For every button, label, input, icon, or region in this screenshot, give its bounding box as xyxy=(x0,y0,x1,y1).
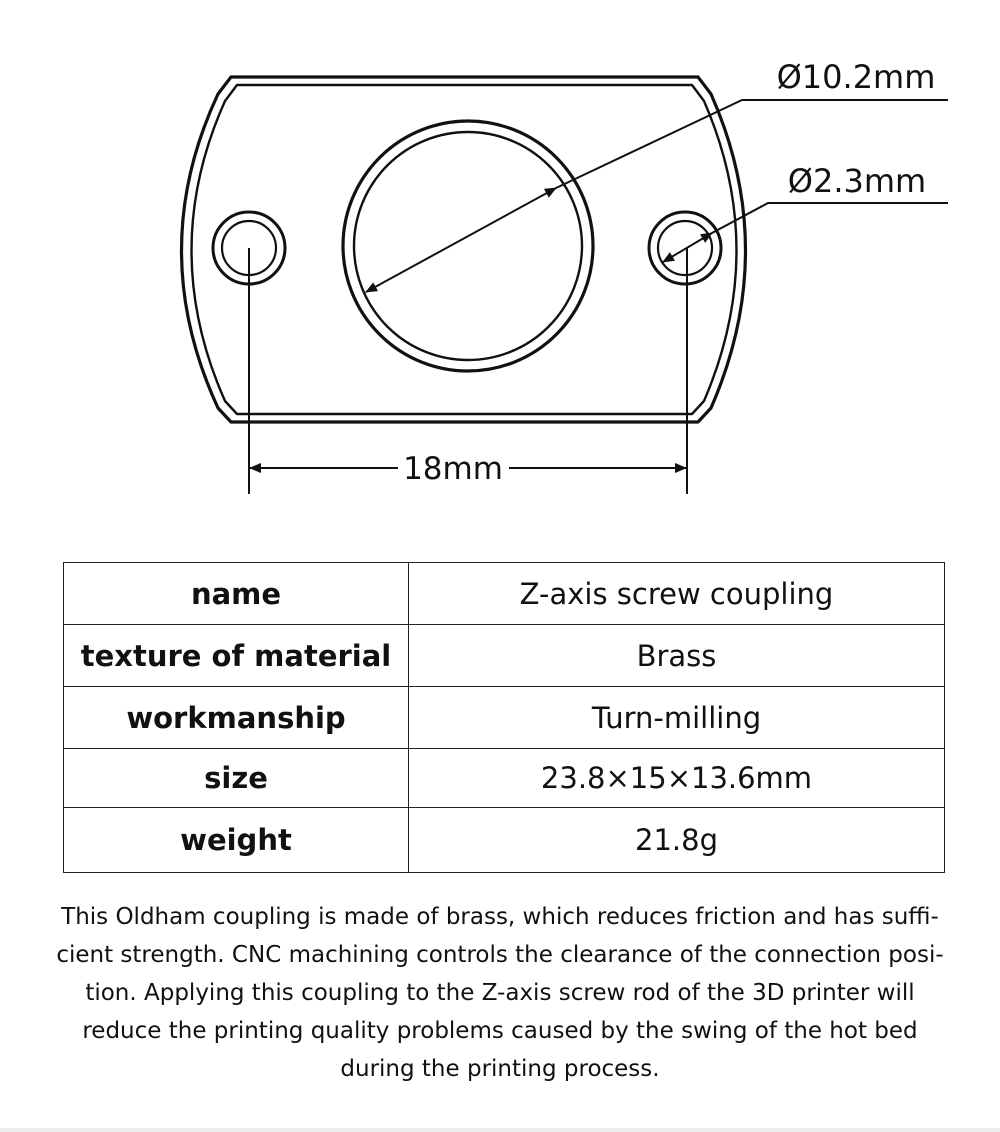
spec-label: workmanship xyxy=(64,687,409,749)
spec-value: Z-axis screw coupling xyxy=(409,563,945,625)
spec-row-name xyxy=(64,563,945,625)
product-description: This Oldham coupling is made of brass, which reduces friction and has sufficient strength. CNC machining controls the clearance of the connection position. Applying this coupling to the Z-axis screw rod of the 3D printer will reduce the printing quality problems caused by the swing of the hot bed during the printing process. xyxy=(56,904,944,1082)
bore-dimension-arrow xyxy=(366,188,556,292)
spec-label: size xyxy=(64,749,409,808)
plate-outline-inner xyxy=(192,85,737,414)
hole-dimension-leader xyxy=(712,203,948,233)
spec-label: weight xyxy=(64,808,409,873)
spec-value: Turn-milling xyxy=(409,687,945,749)
bore-diameter-label: Ø10.2mm xyxy=(776,58,936,96)
spec-table xyxy=(63,562,945,873)
spec-label: texture of material xyxy=(64,625,409,687)
spec-row-material xyxy=(64,625,945,687)
spec-value: 21.8g xyxy=(409,808,945,873)
hole-diameter-label: Ø2.3mm xyxy=(787,162,927,200)
spec-row-weight xyxy=(64,808,945,873)
bore-circle-inner xyxy=(354,132,582,360)
spec-row-workmanship xyxy=(64,687,945,749)
bottom-divider xyxy=(0,1128,1000,1132)
hole-spacing-label: 18mm xyxy=(403,451,503,487)
bore-circle-outer xyxy=(343,121,593,371)
coupling-technical-drawing xyxy=(0,0,1000,540)
spec-value: 23.8×15×13.6mm xyxy=(409,749,945,808)
spec-label: name xyxy=(64,563,409,625)
spec-row-size xyxy=(64,749,945,808)
spec-value: Brass xyxy=(409,625,945,687)
